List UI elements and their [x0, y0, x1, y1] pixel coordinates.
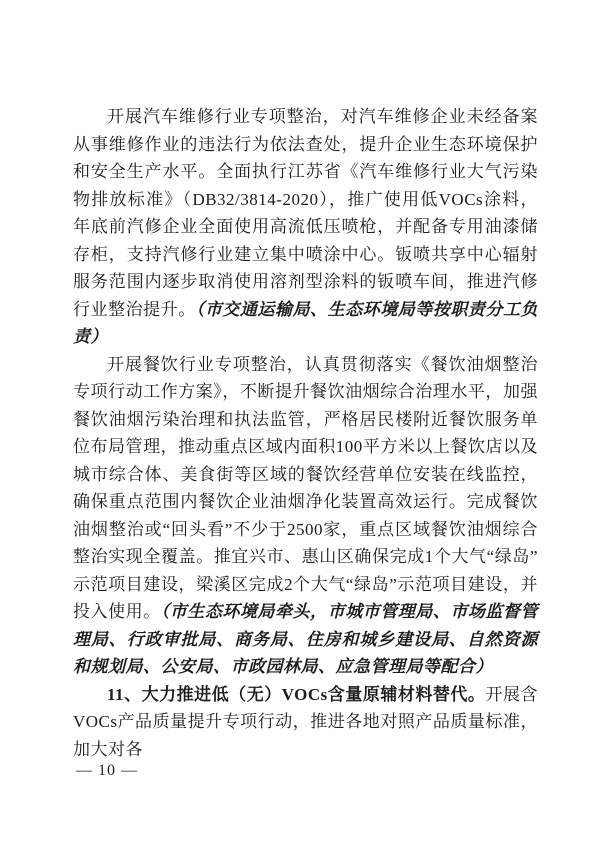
paragraph-catering-text: 开展餐饮行业专项整治，认真贯彻落实《餐饮油烟整治专项行动工作方案》，不断提升餐饮油烟综合治理水平，加强餐饮油烟污染治理和执法监管，严格居民楼附近餐饮服务单位布局管理，推动重点区域内面积100平方米以上餐饮店以及城市综合体、美食街等区域的餐饮经营单位安装在线监控，确保重点范围内餐饮企业油烟净化装置高效运行。完成餐饮油烟整治或“回头看”不少于2500家，重点区域餐饮油烟综合整治实现全覆盖。推宜兴市、惠山区确保完成1个大气“绿岛”示范项目建设，梁溪区完成2个大气“绿岛”示范项目建设，并投入使用。 [73, 354, 538, 621]
page-number: — 10 — [76, 762, 138, 779]
paragraph-catering-responsible-depts: （市生态环境局牵头，市城市管理局、市场监督管理局、行政审批局、商务局、住房和城乡建设局、自然资源和规划局、公安局、市政园林局、应急管理局等配合） [73, 602, 539, 676]
paragraph-auto-repair-responsible-depts: （市交通运输局、生态环境局等按职责分工负责） [73, 299, 539, 346]
paragraph-auto-repair [73, 103, 538, 351]
document-body [73, 103, 538, 763]
paragraph-vocs-substitution-heading: 11、大力推进低（无）VOCs含量原辅材料替代。 [107, 684, 486, 704]
paragraph-auto-repair-text: 开展汽车维修行业专项整治，对汽车维修企业未经备案从事维修作业的违法行为依法查处，提升企业生态环境保护和安全生产水平。全面执行江苏省《汽车维修行业大气污染物排放标准》（DB32/3814-2020），推广使用低VOCs涂料，年底前汽修企业全面使用高流低压喷枪，并配备专用油漆储存柜，支持汽修行业建立集中喷涂中心。钣喷共享中心辐射服务范围内逐步取消使用溶剂型涂料的钣喷车间，推进汽修行业整治提升。 [73, 107, 538, 319]
paragraph-catering [73, 351, 538, 681]
paragraph-vocs-substitution-text: 开展含VOCs产品质量提升专项行动，推进各地对照产品质量标准，加大对各 [73, 684, 539, 759]
paragraph-vocs-substitution [73, 681, 538, 764]
